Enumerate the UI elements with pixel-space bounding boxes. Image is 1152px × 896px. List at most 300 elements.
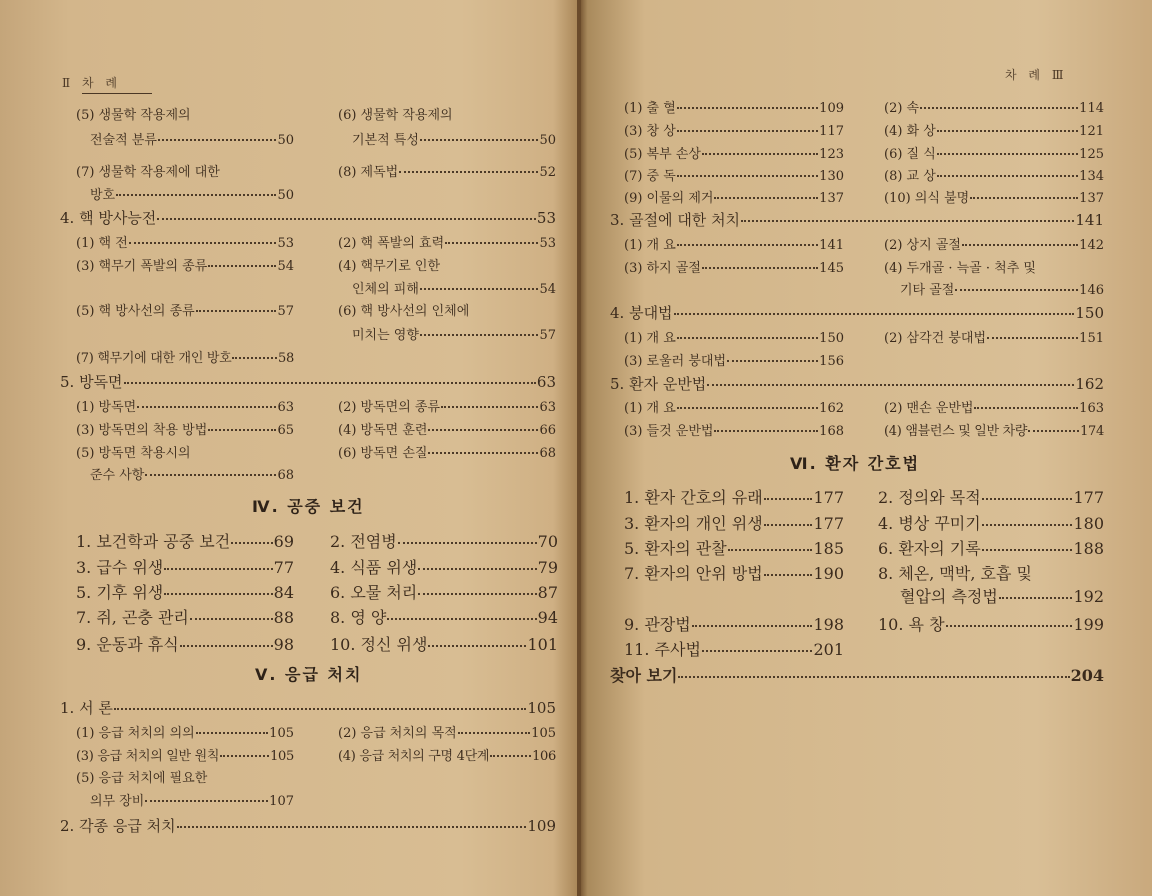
toc-entry — [60, 815, 556, 836]
toc-entry-title: (6) 질 식 — [884, 147, 936, 162]
toc-entry-title: (3) 방독면의 착용 방법 — [76, 423, 208, 438]
dot-leader — [420, 288, 539, 290]
dot-leader — [441, 406, 538, 408]
toc-entry — [610, 373, 1104, 394]
toc-entry-heading-line: (4) 두개골 · 늑골 · 척추 및 — [884, 261, 1036, 276]
dot-leader — [220, 755, 269, 757]
toc-entry-title: 4. 핵 방사능전 — [60, 209, 157, 227]
toc-entry — [624, 536, 844, 559]
dot-leader — [196, 310, 277, 312]
toc-entry-title: 9. 관장법 — [624, 615, 691, 634]
toc-entry — [76, 529, 294, 552]
toc-page-number: 163 — [1079, 401, 1104, 416]
toc-entry — [90, 184, 294, 203]
toc-page-number: 150 — [819, 331, 844, 346]
toc-entry-title: (4) 응급 처치의 구명 4단계 — [338, 749, 490, 764]
toc-entry — [624, 234, 844, 253]
toc-entry — [884, 187, 1104, 206]
toc-entry-title: 10. 정신 위생 — [330, 635, 428, 654]
toc-entry-title: (2) 속 — [884, 101, 920, 116]
toc-entry — [90, 790, 294, 809]
toc-entry-title: (7) 핵무기에 대한 개인 방호 — [76, 351, 232, 366]
toc-entry-title: 3. 골절에 대한 처치 — [610, 211, 741, 229]
toc-entry — [878, 485, 1104, 508]
toc-page-number: 54 — [277, 259, 294, 274]
dot-leader — [145, 800, 268, 802]
dot-leader — [180, 645, 273, 647]
dot-leader — [164, 593, 272, 595]
dot-leader — [937, 175, 1078, 177]
toc-entry — [884, 234, 1104, 253]
toc-entry — [76, 396, 294, 415]
toc-page-number: 77 — [273, 558, 294, 577]
toc-entry — [610, 302, 1104, 323]
toc-entry — [338, 442, 556, 461]
dot-leader — [177, 826, 527, 828]
toc-entry — [610, 209, 1104, 230]
toc-entry-title: 5. 방독면 — [60, 373, 123, 391]
dot-leader — [728, 549, 813, 551]
toc-entry-title: (10) 의식 불명 — [884, 191, 970, 206]
dot-leader — [702, 650, 813, 652]
toc-entry — [884, 143, 1104, 162]
section-heading: Ⅳ. 공중 보건 — [252, 497, 365, 516]
toc-page-number: 88 — [273, 608, 294, 627]
toc-entry-title: (2) 응급 처치의 목적 — [338, 726, 457, 741]
toc-entry-title: (9) 이물의 제거 — [624, 191, 714, 206]
dot-leader — [196, 732, 268, 734]
dot-leader — [137, 406, 276, 408]
toc-page-number: 57 — [539, 328, 556, 343]
toc-entry-title: (2) 방독면의 종류 — [338, 400, 441, 415]
toc-entry-title: 7. 쥐, 곤충 관리 — [76, 608, 189, 627]
toc-page-number: 162 — [819, 401, 844, 416]
dot-leader — [231, 542, 272, 544]
toc-page-number: 185 — [813, 539, 844, 558]
dot-leader — [398, 542, 537, 544]
toc-page-number: 174 — [1080, 424, 1104, 439]
toc-page-number: 65 — [277, 423, 294, 438]
toc-entry-title: 인체의 피해 — [352, 282, 419, 297]
toc-page-number: 142 — [1079, 238, 1104, 253]
toc-page-number: 162 — [1075, 375, 1104, 393]
dot-leader — [124, 382, 536, 384]
toc-entry-title: 기타 골절 — [900, 283, 955, 298]
right-page — [582, 0, 1152, 896]
toc-page-number: 130 — [819, 169, 844, 184]
toc-entry — [338, 161, 556, 180]
dot-leader — [232, 357, 277, 359]
toc-entry-title: (1) 응급 처치의 의의 — [76, 726, 195, 741]
dot-leader — [1028, 430, 1079, 432]
dot-leader — [999, 597, 1073, 599]
toc-entry — [338, 396, 556, 415]
toc-page-number: 53 — [539, 236, 556, 251]
toc-page-number: 146 — [1079, 283, 1104, 298]
dot-leader — [955, 289, 1078, 291]
right-page-header — [1005, 66, 1095, 83]
toc-page-number: 199 — [1073, 615, 1104, 634]
toc-entry — [76, 745, 294, 764]
toc-page-number: 168 — [819, 424, 844, 439]
toc-entry-title: (3) 핵무기 폭발의 종류 — [76, 259, 208, 274]
dot-leader — [418, 593, 536, 595]
toc-entry — [624, 143, 844, 162]
toc-entry-title: 9. 운동과 휴식 — [76, 635, 179, 654]
toc-page-number: 177 — [813, 488, 844, 507]
dot-leader — [190, 618, 273, 620]
toc-entry-title: 8. 영 양 — [330, 608, 387, 627]
toc-entry-title: 1. 환자 간호의 유래 — [624, 488, 763, 507]
toc-entry-title: 2. 각종 응급 처치 — [60, 817, 176, 835]
toc-entry-title: 의무 장비 — [90, 794, 145, 809]
dot-leader — [428, 452, 538, 454]
dot-leader — [420, 139, 539, 141]
book-gutter — [577, 0, 581, 896]
toc-entry — [624, 97, 844, 116]
toc-entry — [76, 632, 294, 655]
toc-page-number: 190 — [813, 564, 844, 583]
dot-leader — [677, 107, 818, 109]
toc-entry-title: 1. 보건학과 공중 보건 — [76, 532, 231, 551]
toc-entry — [884, 120, 1104, 139]
toc-entry-title: (7) 중 독 — [624, 169, 676, 184]
toc-page-number: 105 — [527, 699, 556, 717]
dot-leader — [982, 549, 1073, 551]
toc-entry-title: 3. 환자의 개인 위생 — [624, 514, 763, 533]
toc-page-number: 177 — [813, 514, 844, 533]
dot-leader — [445, 242, 538, 244]
dot-leader — [420, 334, 539, 336]
toc-entry — [76, 580, 294, 603]
dot-leader — [677, 337, 818, 339]
toc-entry — [900, 279, 1104, 298]
toc-page-number: 63 — [277, 400, 294, 415]
toc-entry — [76, 419, 294, 438]
toc-entry — [878, 536, 1104, 559]
toc-entry — [624, 327, 844, 346]
toc-entry-title: 4. 병상 꾸미기 — [878, 514, 981, 533]
dot-leader — [677, 130, 818, 132]
toc-page-number: 109 — [819, 101, 844, 116]
toc-entry — [624, 397, 844, 416]
dot-leader — [764, 498, 813, 500]
toc-entry-title: 전술적 분류 — [90, 133, 157, 148]
dot-leader — [982, 524, 1073, 526]
toc-page-number: 54 — [539, 282, 556, 297]
dot-leader — [920, 107, 1078, 109]
toc-page-number: 105 — [269, 726, 294, 741]
toc-entry — [76, 555, 294, 578]
toc-entry — [60, 371, 556, 392]
toc-entry-title: 6. 환자의 기록 — [878, 539, 981, 558]
toc-entry-title: (1) 출 혈 — [624, 101, 676, 116]
dot-leader — [158, 139, 277, 141]
toc-entry — [884, 420, 1104, 439]
dot-leader — [678, 676, 1069, 678]
toc-entry — [352, 324, 556, 343]
toc-entry — [878, 511, 1104, 534]
toc-page-number: 50 — [277, 188, 294, 203]
toc-entry-title: (3) 로울러 붕대법 — [624, 354, 727, 369]
toc-entry-title: (3) 들것 운반법 — [624, 424, 714, 439]
toc-page-number: 68 — [277, 468, 294, 483]
header-underline — [82, 93, 152, 94]
dot-leader — [702, 267, 818, 269]
section-heading: Ⅵ. 환자 간호법 — [790, 454, 921, 473]
toc-entry-title: 11. 주사법 — [624, 640, 701, 659]
toc-entry-title: 7. 환자의 안위 방법 — [624, 564, 763, 583]
toc-entry-title: (8) 제독법 — [338, 165, 399, 180]
toc-entry-heading-line: (5) 응급 처치에 필요한 — [76, 771, 208, 786]
toc-page-number: 94 — [537, 608, 558, 627]
toc-entry-title: 3. 급수 위생 — [76, 558, 164, 577]
dot-leader — [490, 755, 531, 757]
toc-entry — [76, 255, 294, 274]
toc-entry-heading-line: (5) 생물학 작용제의 — [76, 108, 191, 123]
toc-entry — [624, 187, 844, 206]
toc-page-number: 137 — [819, 191, 844, 206]
toc-entry — [900, 584, 1104, 607]
dot-leader — [145, 474, 276, 476]
dot-leader — [692, 625, 813, 627]
dot-leader — [677, 175, 818, 177]
dot-leader — [764, 574, 813, 576]
toc-page-number: 137 — [1079, 191, 1104, 206]
toc-entry-title: 방호 — [90, 188, 116, 203]
toc-entry — [884, 97, 1104, 116]
dot-leader — [674, 313, 1075, 315]
toc-page-number: 98 — [273, 635, 294, 654]
dot-leader — [937, 153, 1078, 155]
toc-entry — [338, 232, 556, 251]
toc-page-number: 57 — [277, 304, 294, 319]
toc-page-number: 156 — [819, 354, 844, 369]
toc-entry — [624, 637, 844, 660]
toc-entry — [330, 605, 558, 628]
toc-entry — [338, 419, 556, 438]
dot-leader — [714, 430, 818, 432]
toc-page-number: 50 — [277, 133, 294, 148]
right-header-text: 차 례 Ⅲ — [1005, 68, 1068, 82]
toc-page-number: 117 — [819, 124, 844, 139]
toc-entry-title: 1. 서 론 — [60, 699, 113, 717]
toc-entry-title: (3) 하지 골절 — [624, 261, 701, 276]
toc-page-number: 87 — [537, 583, 558, 602]
toc-page-number: 201 — [813, 640, 844, 659]
toc-entry-title: 6. 오물 처리 — [330, 583, 418, 602]
toc-entry — [330, 632, 558, 655]
toc-entry — [610, 663, 1104, 686]
toc-entry — [76, 232, 294, 251]
toc-entry — [352, 129, 556, 148]
toc-page-number: 204 — [1070, 666, 1104, 685]
toc-entry-title: 4. 붕대법 — [610, 304, 673, 322]
toc-entry — [878, 612, 1104, 635]
toc-page-number: 141 — [819, 238, 844, 253]
toc-entry-title: (1) 핵 전 — [76, 236, 128, 251]
toc-entry-title: 미치는 영향 — [352, 328, 419, 343]
toc-page-number: 84 — [273, 583, 294, 602]
dot-leader — [677, 407, 818, 409]
toc-entry-title: 10. 욕 창 — [878, 615, 945, 634]
toc-entry-title: (1) 개 요 — [624, 331, 676, 346]
toc-page-number: 121 — [1079, 124, 1104, 139]
toc-entry-title: 혈압의 측정법 — [900, 587, 998, 606]
left-header-text: Ⅱ 차 례 — [62, 76, 121, 90]
toc-entry-title: (3) 창 상 — [624, 124, 676, 139]
toc-entry — [330, 529, 558, 552]
dot-leader — [418, 568, 536, 570]
toc-page-number: 180 — [1073, 514, 1104, 533]
toc-entry-title: 2. 전염병 — [330, 532, 397, 551]
toc-entry-heading-line: (7) 생물학 작용제에 대한 — [76, 165, 220, 180]
toc-entry — [352, 278, 556, 297]
toc-entry — [884, 397, 1104, 416]
toc-page-number: 106 — [532, 749, 556, 764]
toc-page-number: 79 — [537, 558, 558, 577]
toc-entry — [60, 207, 556, 228]
toc-entry — [624, 485, 844, 508]
toc-entry — [624, 511, 844, 534]
toc-entry-title: 찾아 보기 — [610, 666, 678, 685]
dot-leader — [741, 220, 1074, 222]
dot-leader — [974, 407, 1078, 409]
dot-leader — [727, 360, 818, 362]
toc-page-number: 58 — [278, 351, 294, 366]
toc-page-number: 53 — [277, 236, 294, 251]
toc-entry-title: 2. 정의와 목적 — [878, 488, 981, 507]
toc-page-number: 69 — [273, 532, 294, 551]
dot-leader — [116, 194, 276, 196]
toc-entry-title: 준수 사항 — [90, 468, 145, 483]
dot-leader — [987, 337, 1078, 339]
toc-page-number: 192 — [1073, 587, 1104, 606]
toc-entry — [624, 612, 844, 635]
toc-entry-title: (4) 방독면 훈련 — [338, 423, 428, 438]
toc-page-number: 177 — [1073, 488, 1104, 507]
dot-leader — [946, 625, 1073, 627]
toc-page-number: 114 — [1079, 101, 1104, 116]
dot-leader — [114, 708, 527, 710]
toc-entry — [624, 165, 844, 184]
toc-page-number: 109 — [527, 817, 556, 835]
toc-entry-title: (2) 삼각건 붕대법 — [884, 331, 987, 346]
toc-entry — [60, 697, 556, 718]
section-heading: Ⅴ. 응급 처치 — [255, 665, 363, 684]
toc-entry-heading-line: 8. 체온, 맥박, 호흡 및 — [878, 564, 1032, 583]
toc-entry — [624, 257, 844, 276]
dot-leader — [714, 197, 818, 199]
dot-leader — [970, 197, 1078, 199]
toc-entry-title: (2) 맨손 운반법 — [884, 401, 974, 416]
dot-leader — [707, 384, 1074, 386]
dot-leader — [982, 498, 1073, 500]
dot-leader — [428, 645, 526, 647]
toc-entry — [76, 605, 294, 628]
toc-page-number: 70 — [537, 532, 558, 551]
toc-page-number: 145 — [819, 261, 844, 276]
toc-page-number: 101 — [527, 635, 558, 654]
toc-entry — [330, 580, 558, 603]
toc-page-number: 53 — [536, 209, 556, 227]
toc-page-number: 63 — [539, 400, 556, 415]
toc-entry-heading-line: (4) 핵무기로 인한 — [338, 259, 441, 274]
toc-entry-title: (5) 복부 손상 — [624, 147, 701, 162]
toc-page-number: 134 — [1079, 169, 1104, 184]
toc-entry-title: (1) 개 요 — [624, 401, 676, 416]
toc-entry — [330, 555, 558, 578]
dot-leader — [387, 618, 536, 620]
toc-page-number: 107 — [269, 794, 294, 809]
toc-entry — [76, 347, 294, 366]
toc-page-number: 150 — [1075, 304, 1104, 322]
dot-leader — [937, 130, 1078, 132]
dot-leader — [399, 171, 538, 173]
toc-entry-title: (5) 핵 방사선의 종류 — [76, 304, 195, 319]
dot-leader — [164, 568, 272, 570]
dot-leader — [428, 429, 538, 431]
dot-leader — [702, 153, 818, 155]
toc-entry-title: 5. 환자의 관찰 — [624, 539, 727, 558]
toc-entry — [884, 327, 1104, 346]
toc-page-number: 105 — [531, 726, 556, 741]
toc-entry-heading-line: (6) 생물학 작용제의 — [338, 108, 453, 123]
toc-page-number: 198 — [813, 615, 844, 634]
toc-entry — [90, 129, 294, 148]
toc-entry-title: (4) 화 상 — [884, 124, 936, 139]
toc-entry-title: (4) 앰블런스 및 일반 차량 — [884, 424, 1028, 439]
dot-leader — [208, 429, 276, 431]
toc-entry — [884, 165, 1104, 184]
toc-page-number: 105 — [270, 749, 294, 764]
toc-entry-heading-line: (6) 핵 방사선의 인체에 — [338, 304, 470, 319]
toc-entry-title: (6) 방독면 손질 — [338, 446, 428, 461]
toc-entry-heading-line: (5) 방독면 착용시의 — [76, 446, 191, 461]
toc-page-number: 66 — [539, 423, 556, 438]
toc-entry-title: (2) 핵 폭발의 효력 — [338, 236, 445, 251]
dot-leader — [157, 218, 536, 220]
toc-entry — [624, 350, 844, 369]
toc-entry-title: 5. 기후 위생 — [76, 583, 164, 602]
toc-page-number: 123 — [819, 147, 844, 162]
toc-page-number: 151 — [1079, 331, 1104, 346]
toc-entry — [76, 300, 294, 319]
dot-leader — [677, 244, 818, 246]
dot-leader — [962, 244, 1078, 246]
toc-page-number: 63 — [536, 373, 556, 391]
toc-page-number: 141 — [1075, 211, 1104, 229]
toc-entry — [624, 561, 844, 584]
dot-leader — [764, 524, 813, 526]
dot-leader — [208, 265, 276, 267]
dot-leader — [129, 242, 277, 244]
toc-entry — [338, 745, 556, 764]
toc-entry — [76, 722, 294, 741]
toc-entry-title: (2) 상지 골절 — [884, 238, 961, 253]
dot-leader — [458, 732, 530, 734]
toc-page-number: 68 — [539, 446, 556, 461]
toc-page-number: 50 — [539, 133, 556, 148]
toc-entry-title: (1) 개 요 — [624, 238, 676, 253]
toc-entry — [90, 464, 294, 483]
toc-entry-title: (3) 응급 처치의 일반 원칙 — [76, 749, 220, 764]
toc-entry-title: (1) 방독면 — [76, 400, 137, 415]
left-page-header — [62, 74, 152, 91]
toc-page-number: 52 — [539, 165, 556, 180]
toc-entry-title: 4. 식품 위생 — [330, 558, 418, 577]
toc-entry-title: (8) 교 상 — [884, 169, 936, 184]
